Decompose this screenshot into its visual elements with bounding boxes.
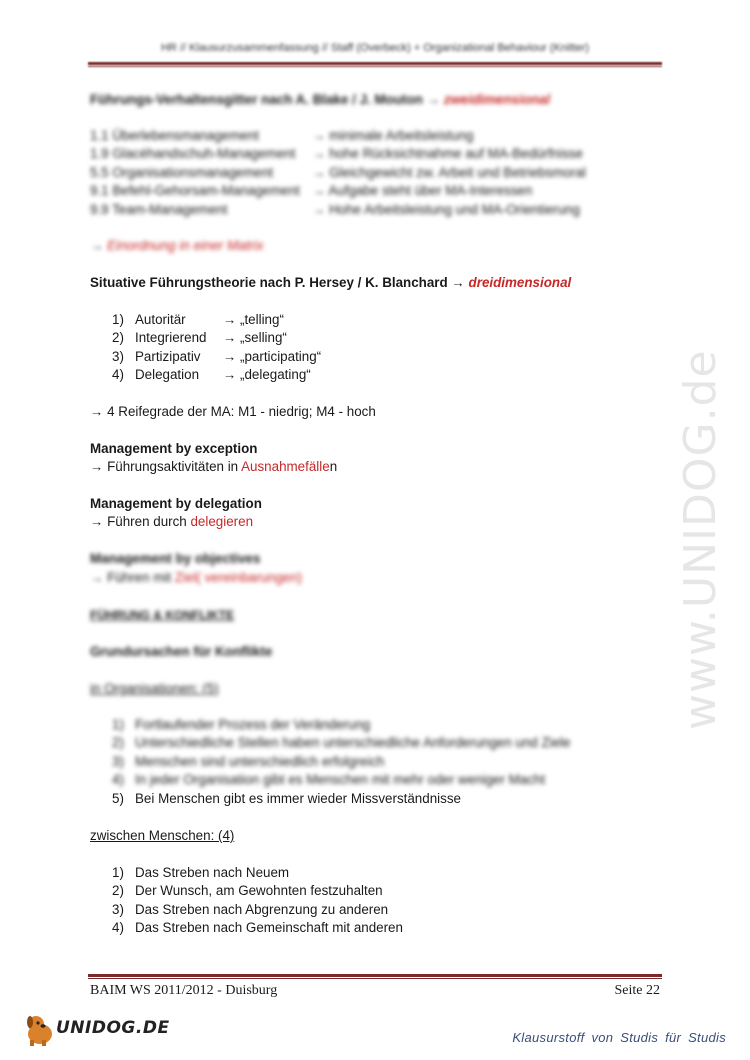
list-item: In jeder Organisation gibt es Menschen mit mehr oder weniger Macht <box>135 772 546 787</box>
list-item-name: Integrierend <box>135 330 207 345</box>
watermark-text: www.UNIDOG.de <box>675 349 726 730</box>
list-number: 1) <box>112 865 124 880</box>
list-item-style: „delegating“ <box>240 367 311 382</box>
hersey-blanchard-dimension: dreidimensional <box>468 275 572 290</box>
list-number: 4) <box>112 772 124 787</box>
list-item-left: 9.9 Team-Management <box>90 202 228 217</box>
blake-mouton-title: Führungs-Verhaltensgitter nach A. Blake / J. Mouton <box>90 92 423 107</box>
list-item-left: 5.5 Organisationsmanagement <box>90 165 274 180</box>
mbd-heading: Management by delegation <box>90 496 262 511</box>
list-item: Bei Menschen gibt es immer wieder Missverständnisse <box>135 791 461 806</box>
list-item: Der Wunsch, am Gewohnten festzuhalten <box>135 883 383 898</box>
arrow-icon: → <box>223 330 237 345</box>
unidog-watermark <box>675 260 735 740</box>
header-rule-thin <box>88 66 662 67</box>
section-title: FÜHRUNG & KONFLIKTE <box>90 608 234 622</box>
list-item-style: „selling“ <box>240 330 287 345</box>
list-item-right: → Gleichgewicht zw. Arbeit und Betriebsmoral <box>312 165 586 180</box>
list-number: 3) <box>112 349 124 364</box>
list-item-right: → hohe Rücksichtnahme auf MA-Bedürfnisse <box>312 146 583 161</box>
list-item: Menschen sind unterschiedlich erfolgreich <box>135 754 385 769</box>
list-item: Fortlaufender Prozess der Veränderung <box>135 717 371 732</box>
footer-left: BAIM WS 2011/2012 - Duisburg <box>90 983 278 998</box>
reifegrade-text: → 4 Reifegrade der MA: M1 - niedrig; M4 - hoch <box>90 404 376 419</box>
list-number: 4) <box>112 920 124 935</box>
footer-rule-thin <box>88 978 662 979</box>
arrow-icon: → <box>223 349 237 364</box>
list-number: 3) <box>112 754 124 769</box>
list-number: 2) <box>112 735 124 750</box>
list-item-left: 1.1 Überlebensmanagement <box>90 128 259 143</box>
arrow-icon: → <box>223 312 237 327</box>
mbo-prefix: → Führen mit <box>90 570 175 585</box>
mbe-suffix: n <box>329 459 338 474</box>
page-number: Seite 22 <box>614 983 660 998</box>
logo-text: UNIDOG.DE <box>56 1018 170 1038</box>
list-item-left: 1.9 Glacéhandschuh-Management <box>90 146 296 161</box>
mbe-prefix: → Führungsaktivitäten in <box>90 459 242 474</box>
list-item-style: „participating“ <box>240 349 322 364</box>
list-number: 4) <box>112 367 124 382</box>
list-item-name: Delegation <box>135 367 200 382</box>
list-number: 2) <box>112 330 124 345</box>
list-item-right: → Hohe Arbeitsleistung und MA-Orientierung <box>312 202 580 217</box>
list-number: 1) <box>112 717 124 732</box>
list-item: Unterschiedliche Stellen haben unterschiedliche Anforderungen und Ziele <box>135 735 571 750</box>
list-item-left: 9.1 Befehl-Gehorsam-Management <box>90 183 300 198</box>
section-subheading: Grundursachen für Konflikte <box>90 644 273 659</box>
list-number: 2) <box>112 883 124 898</box>
dog-icon <box>27 1016 52 1046</box>
page-header: HR // Klausurzusammenfassung // Staff (Overbeck) + Organizational Behaviour (Knitter) <box>160 42 590 54</box>
list-item-style: „telling“ <box>240 312 284 327</box>
arrow-icon: → <box>90 238 104 253</box>
tagline: Klausurstoff von Studis für Studis <box>512 1030 726 1045</box>
mbd-text <box>90 513 253 531</box>
footer-rule <box>88 974 662 977</box>
blake-mouton-heading <box>90 91 550 109</box>
mbo-heading: Management by objectives <box>90 551 261 566</box>
mbe-highlight: Ausnahmefälle <box>241 459 330 474</box>
mbo-text <box>90 569 302 587</box>
list-item: Das Streben nach Abgrenzung zu anderen <box>135 902 389 917</box>
menschen-label: zwischen Menschen: (4) <box>90 828 235 843</box>
mbo-highlight: Ziel( vereinbarungen) <box>174 570 303 585</box>
list-item: Das Streben nach Neuem <box>135 865 290 880</box>
blake-mouton-note <box>90 237 263 255</box>
mbd-highlight: delegieren <box>190 514 254 529</box>
list-number: 5) <box>112 791 124 806</box>
arrow-icon: → <box>451 275 465 290</box>
mbe-text <box>90 458 337 476</box>
list-number: 1) <box>112 312 124 327</box>
list-item: Das Streben nach Gemeinschaft mit anderen <box>135 920 403 935</box>
list-item-name: Autoritär <box>135 312 186 327</box>
header-rule <box>88 62 662 65</box>
note-text: Einordnung in einer Matrix <box>107 238 264 253</box>
arrow-icon: → <box>426 92 440 107</box>
list-number: 3) <box>112 902 124 917</box>
organisationen-label: in Organisationen: (5) <box>90 681 219 696</box>
list-item-right: → minimale Arbeitsleistung <box>312 128 474 143</box>
mbd-prefix: → Führen durch <box>90 514 191 529</box>
arrow-icon: → <box>223 367 237 382</box>
blake-mouton-dimension: zweidimensional <box>443 92 551 107</box>
hersey-blanchard-title: Situative Führungstheorie nach P. Hersey / K. Blanchard <box>90 275 448 290</box>
hersey-blanchard-heading <box>90 274 571 292</box>
list-item-name: Partizipativ <box>135 349 201 364</box>
list-item-right: → Aufgabe steht über MA-Interessen <box>312 183 533 198</box>
mbe-heading: Management by exception <box>90 441 258 456</box>
